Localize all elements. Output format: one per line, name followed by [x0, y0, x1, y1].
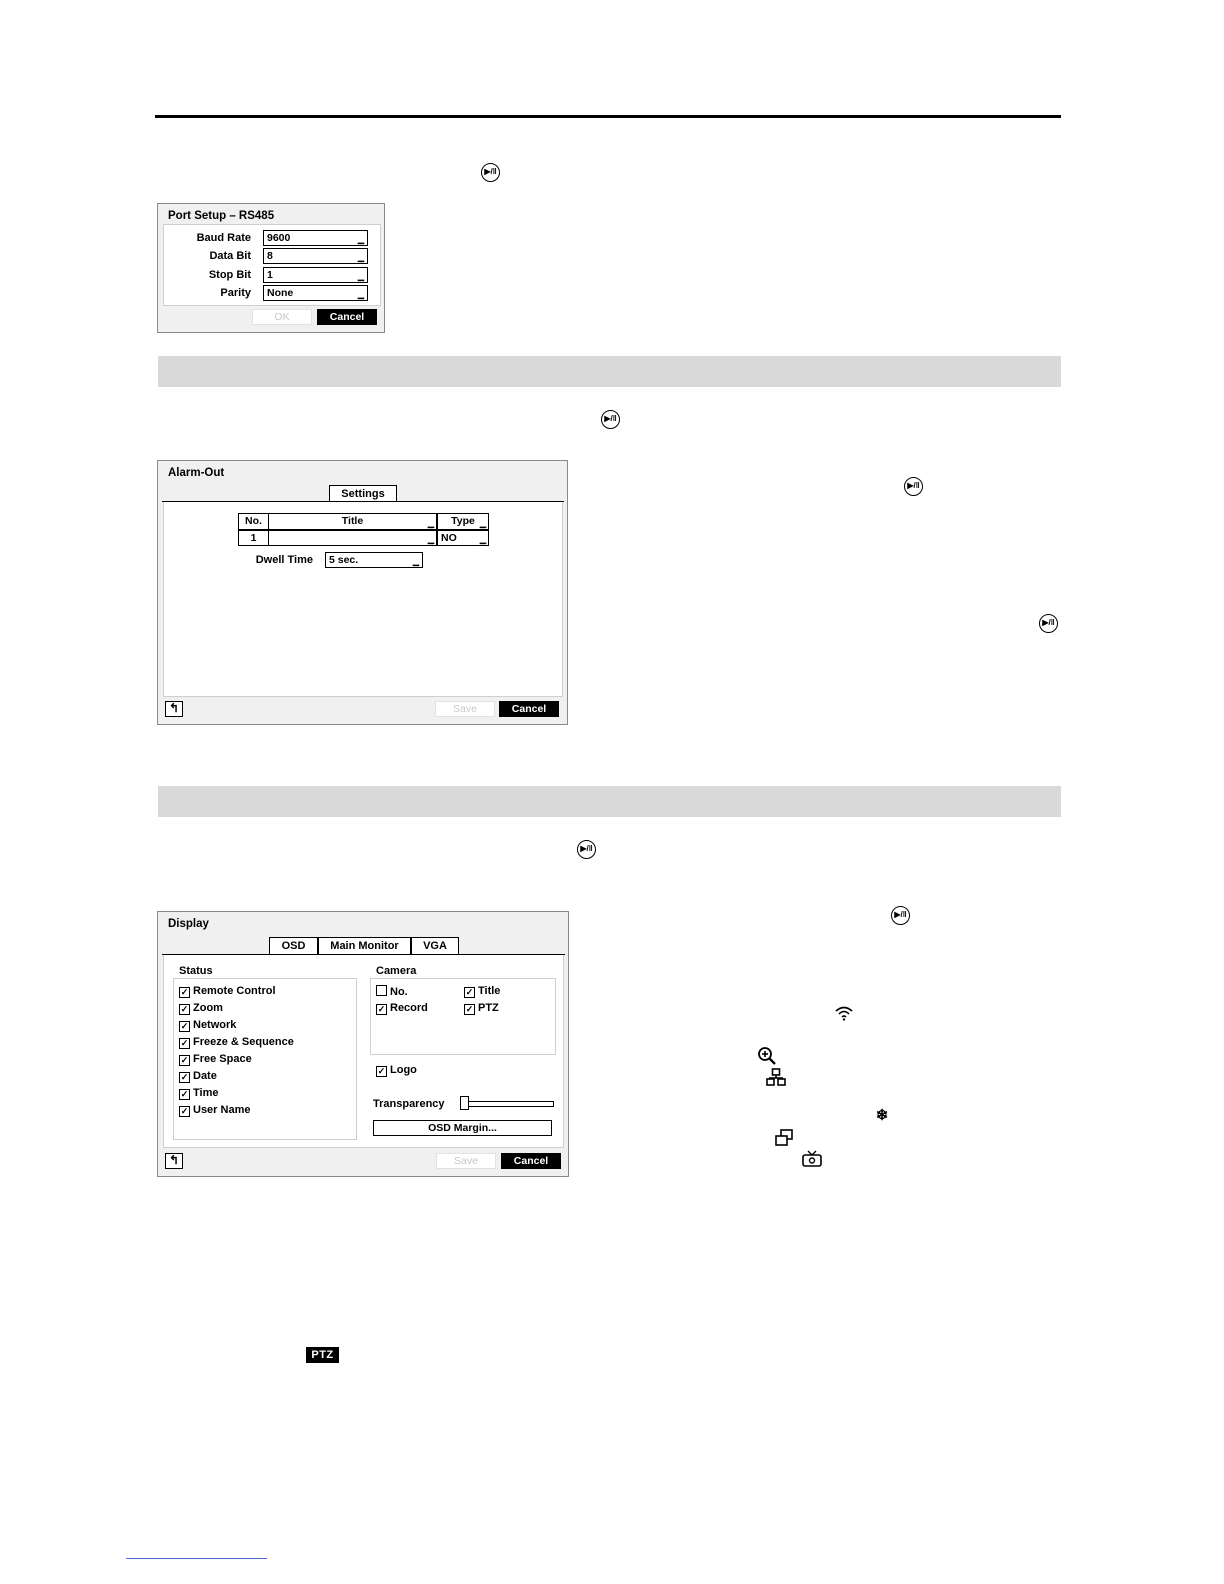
- alarm-out-dialog: [157, 460, 568, 725]
- free-space-icon: [801, 1150, 823, 1168]
- logo-checkbox[interactable]: ✓ Logo: [377, 1064, 417, 1076]
- freeze-icon: ❄: [875, 1107, 889, 1124]
- dropdown-caret-icon: ▁: [357, 253, 364, 262]
- osd-panel: [163, 955, 564, 1148]
- status-zoom-checkbox[interactable]: ✓ Zoom: [180, 1002, 223, 1014]
- checkbox-icon: ✓: [180, 1038, 189, 1048]
- checkbox-icon: ✓: [377, 1066, 386, 1076]
- checkbox-icon: ✓: [465, 1004, 474, 1014]
- play-pause-button-icon: ▶/‖: [601, 410, 620, 429]
- save-button[interactable]: Save: [435, 701, 495, 717]
- tab-vga[interactable]: VGA: [411, 937, 459, 954]
- back-button[interactable]: [165, 1153, 183, 1169]
- status-network-checkbox[interactable]: ✓ Network: [180, 1019, 237, 1031]
- status-free-space-checkbox[interactable]: ✓ Free Space: [180, 1053, 252, 1065]
- checkbox-icon: [376, 985, 387, 996]
- play-pause-button-icon: ▶/‖: [481, 163, 500, 182]
- checkbox-icon: ✓: [180, 987, 189, 997]
- footnote-rule: [126, 1558, 267, 1559]
- data-bit-select[interactable]: 8 ▁: [263, 248, 368, 264]
- dropdown-caret-icon: ▁: [357, 272, 364, 281]
- dialog-title: Display: [168, 918, 209, 930]
- save-button[interactable]: Save: [436, 1153, 496, 1169]
- parity-label: Parity: [220, 287, 251, 299]
- dropdown-caret-icon: ▁: [427, 519, 434, 528]
- tab-main-monitor[interactable]: Main Monitor: [318, 937, 411, 954]
- cancel-button[interactable]: Cancel: [317, 309, 377, 325]
- cancel-button[interactable]: Cancel: [499, 701, 559, 717]
- status-user-name-checkbox[interactable]: ✓ User Name: [180, 1104, 251, 1116]
- checkbox-icon: ✓: [180, 1021, 189, 1031]
- play-pause-button-icon: ▶/‖: [904, 477, 923, 496]
- dropdown-caret-icon: ▁: [357, 235, 364, 244]
- network-icon: [834, 1005, 854, 1021]
- display-dialog: [157, 911, 569, 1177]
- camera-record-checkbox[interactable]: ✓ Record: [377, 1002, 428, 1014]
- ok-button[interactable]: OK: [252, 309, 312, 325]
- port-setup-fields: [163, 224, 381, 306]
- header-rule: [155, 115, 1061, 118]
- section-band-display: [158, 786, 1061, 817]
- cancel-button[interactable]: Cancel: [501, 1153, 561, 1169]
- checkbox-icon: ✓: [180, 1055, 189, 1065]
- transparency-label: Transparency: [373, 1098, 445, 1110]
- play-pause-button-icon: ▶/‖: [1039, 614, 1058, 633]
- dwell-time-label: Dwell Time: [255, 554, 313, 566]
- section-band-alarm-out: [158, 356, 1061, 387]
- dropdown-caret-icon: ▁: [479, 535, 486, 544]
- sequence-icon: [774, 1129, 794, 1147]
- status-group-label: Status: [179, 965, 213, 977]
- status-time-checkbox[interactable]: ✓ Time: [180, 1087, 219, 1099]
- data-bit-label: Data Bit: [209, 250, 251, 262]
- table-cell-title[interactable]: [268, 530, 437, 546]
- status-remote-control-checkbox[interactable]: ✓ Remote Control: [180, 985, 276, 997]
- transparency-slider-track[interactable]: [460, 1101, 554, 1107]
- stop-bit-select[interactable]: 1 ▁: [263, 267, 368, 283]
- table-cell-type[interactable]: NO ▁: [437, 530, 489, 546]
- play-pause-button-icon: ▶/‖: [577, 840, 596, 859]
- checkbox-icon: ✓: [180, 1106, 189, 1116]
- column-header-title[interactable]: Title ▁: [268, 513, 437, 530]
- camera-no-checkbox[interactable]: No.: [376, 985, 408, 999]
- play-pause-button-icon: ▶/‖: [891, 906, 910, 925]
- dropdown-caret-icon: ▁: [412, 557, 419, 566]
- camera-title-checkbox[interactable]: ✓ Title: [465, 985, 501, 997]
- stop-bit-label: Stop Bit: [208, 269, 251, 281]
- back-arrow-icon: ↰: [168, 701, 180, 715]
- dwell-time-select[interactable]: 5 sec. ▁: [325, 552, 423, 568]
- ptz-icon: PTZ: [306, 1347, 339, 1363]
- checkbox-icon: ✓: [180, 1089, 189, 1099]
- column-header-type[interactable]: Type ▁: [437, 513, 489, 530]
- back-arrow-icon: ↰: [168, 1153, 180, 1167]
- port-setup-dialog: [157, 203, 385, 333]
- zoom-icon: [757, 1046, 777, 1066]
- dialog-title: Port Setup – RS485: [168, 210, 275, 222]
- checkbox-icon: ✓: [377, 1004, 386, 1014]
- baud-rate-label: Baud Rate: [196, 232, 251, 244]
- dialog-title: Alarm-Out: [168, 467, 225, 479]
- back-button[interactable]: [165, 701, 183, 717]
- camera-ptz-checkbox[interactable]: ✓ PTZ: [465, 1002, 499, 1014]
- camera-group-label: Camera: [376, 965, 417, 977]
- dropdown-caret-icon: ▁: [357, 290, 364, 299]
- checkbox-icon: ✓: [180, 1072, 189, 1082]
- status-date-checkbox[interactable]: ✓ Date: [180, 1070, 217, 1082]
- parity-select[interactable]: None ▁: [263, 285, 368, 301]
- tab-settings[interactable]: Settings: [329, 485, 397, 502]
- alarm-settings-panel: [163, 502, 563, 697]
- dropdown-caret-icon: ▁: [479, 519, 486, 528]
- checkbox-icon: ✓: [180, 1004, 189, 1014]
- column-header-no: No.: [238, 513, 269, 530]
- tab-osd[interactable]: OSD: [269, 937, 318, 954]
- transparency-slider-thumb[interactable]: [460, 1096, 469, 1110]
- table-cell-no: 1: [238, 530, 269, 546]
- dropdown-caret-icon: ▁: [427, 535, 434, 544]
- baud-rate-select[interactable]: 9600 ▁: [263, 230, 368, 246]
- checkbox-icon: ✓: [465, 987, 474, 997]
- network-status-icon: [766, 1068, 786, 1086]
- osd-margin-button[interactable]: OSD Margin...: [373, 1120, 552, 1136]
- status-freeze-sequence-checkbox[interactable]: ✓ Freeze & Sequence: [180, 1036, 294, 1048]
